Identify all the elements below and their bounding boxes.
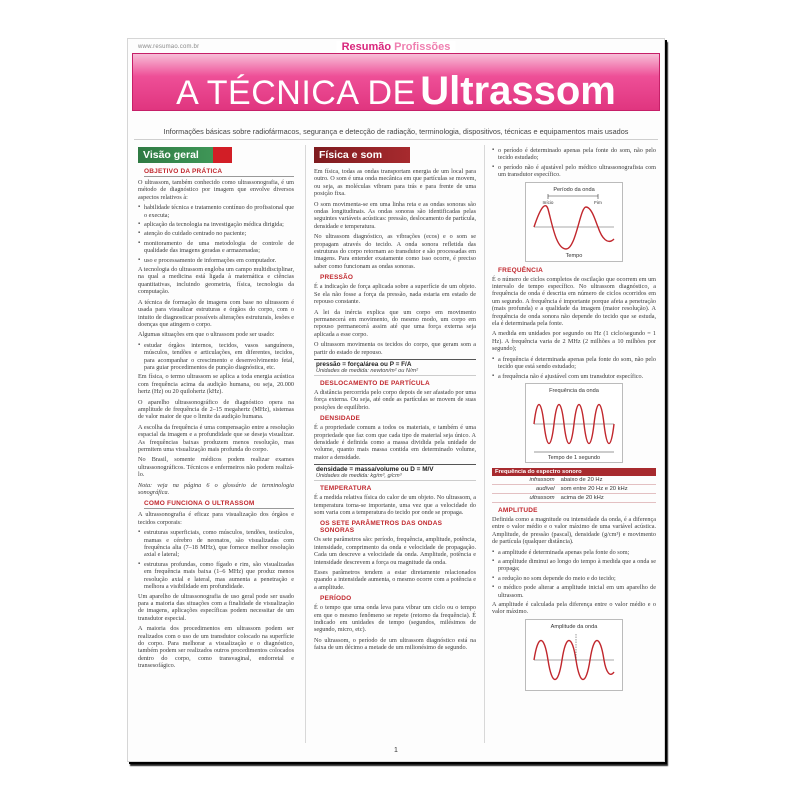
paragraph: A ultrassonografia é eficaz para visualização dos órgãos e tecidos corporais: bbox=[138, 511, 294, 526]
table-row bbox=[492, 484, 656, 493]
bullet-item: ▪ habilidade técnica e tratamento contínuo do profissional que o executa; bbox=[138, 204, 294, 219]
paragraph: No ultrassom, o período de um ultrassom diagnóstico está na faixa de um décimo a metade de um milionésimo de segundo. bbox=[314, 636, 476, 652]
figure-wave-frequency bbox=[525, 383, 623, 463]
paragraph: É a medida relativa física do calor de um objeto. No ultrassom, a temperatura torna-se importante, uma vez que a velocidade do som varia com a temperatura do tecido por onde se propaga. bbox=[314, 494, 476, 516]
page-title bbox=[128, 69, 664, 114]
paragraph: A amplitude é calculada pela diferença entre o valor médio e o valor máximo. bbox=[492, 600, 656, 616]
table-cell-name: ultrassom bbox=[492, 493, 558, 502]
formula-unit: Unidades de medida: newton/m² ou N/m² bbox=[316, 367, 418, 374]
paragraph: O som movimenta-se em uma linha reta e as ondas sonoras são ondas longitudinais. As ondas sonoras são identificadas pelas seguintes variáveis acústicas: pressão, deslocamento de partícula, densidade e temperatura. bbox=[314, 200, 476, 230]
title-main: Ultrassom bbox=[420, 69, 616, 113]
bullet-item: ▪ a frequência não é ajustável com um transdutor específico. bbox=[492, 373, 656, 380]
paragraph: Em física, o termo ultrassom se aplica a toda energia acústica com frequência acima da audição humana, ou seja, 20.000 hertz (Hz) ou 20 quilohertz (kHz). bbox=[138, 373, 294, 396]
paragraph: A técnica de formação de imagens com base no ultrassom é usada para visualizar estruturas e órgãos do corpo, com o intuito de diagnosticar possíveis alterações estruturais, lesões e doenças que atingem o corpo. bbox=[138, 298, 294, 328]
subheading-objective: OBJETIVO DA PRÁTICA bbox=[144, 168, 294, 177]
bullet-item: ▪ a amplitude diminui ao longo do tempo à medida que a onda se propaga; bbox=[492, 558, 656, 573]
table-cell-value: abaixo de 20 Hz bbox=[558, 476, 656, 485]
label-end: Fim bbox=[594, 199, 602, 205]
bullet-item: ▪ a amplitude é determinada apenas pela fonte do som; bbox=[492, 549, 656, 556]
reference-sheet bbox=[127, 38, 665, 762]
bullet-item: ▪ atenção do cuidado centrado no paciente; bbox=[138, 230, 294, 237]
formula-pressure bbox=[314, 359, 476, 376]
subheading-amplitude: AMPLITUDE bbox=[498, 506, 538, 514]
section-heading-physics: Física e som bbox=[314, 147, 410, 163]
bullet-item: ▪ o período não é ajustável pelo médico ultrassonografista com um transdutor específico. bbox=[492, 164, 656, 179]
column-divider bbox=[484, 145, 485, 743]
figure-wave-period bbox=[525, 182, 623, 262]
table-title: Frequência do espectro sonoro bbox=[492, 468, 656, 476]
subheading-density: DENSIDADE bbox=[320, 415, 361, 423]
figure-wave-amplitude bbox=[525, 619, 623, 691]
bullet-item: ▪ o período é determinado apenas pela fonte do som, não pelo tecido estudado; bbox=[492, 147, 656, 162]
bullet-item: ▪ monitoramento de uma metodologia de controle de qualidade das imagens geradas e armazenadas; bbox=[138, 240, 294, 255]
subheading-temperature: TEMPERATURA bbox=[320, 485, 372, 493]
subheading-displacement: DESLOCAMENTO DE PARTÍCULA bbox=[320, 379, 430, 387]
bullet-item: ▪ o médico pode alterar a amplitude inicial em um aparelho de ultrassom. bbox=[492, 584, 656, 599]
paragraph: A distância percorrida pelo corpo depois de ser afastado por uma força externa. Ou seja, até onde as partículas se movem de suas posições de equilíbrio. bbox=[314, 388, 476, 411]
paragraph: No ultrassom diagnóstico, as vibrações (ecos) e o som se propagam através do tecido. A onda sonora refletida das estruturas do corpo retornam ao transdutor e são processadas em imagens. Para entender exatamente como isso ocorre, é preciso saber como funcionam as ondas sonoras. bbox=[314, 233, 476, 270]
glossary-note: Nota: veja na página 6 o glossário de terminologia sonográfica. bbox=[138, 481, 294, 497]
column-physics-continued bbox=[492, 147, 656, 743]
table-cell-value: acima de 20 kHz bbox=[558, 493, 656, 502]
bullet-item: ▪ estruturas profundas, como fígado e rim, são visualizadas em frequência mais baixa (1–6 MHz) que produz menos resolução axial e lateral, mas aumenta a penetração e melhora a visibilidade em profundidade. bbox=[138, 561, 294, 591]
subheading-pressure: PRESSÃO bbox=[320, 274, 354, 282]
table-row bbox=[492, 493, 656, 502]
page-subtitle: Informações básicas sobre radiofármacos, segurança e detecção de radiação, terminologia, dispositivos, técnicas e equipamentos mais usados bbox=[163, 127, 629, 136]
paragraph: A lei da inércia explica que um corpo em movimento permanecerá em movimento, do mesmo modo, um corpo em repouso permanecerá assim até que uma força externa seja aplicada a esse corpo. bbox=[314, 308, 476, 338]
table-cell-value: som entre 20 Hz e 20 kHz bbox=[558, 484, 656, 493]
bullet-item: ▪ a redução no som depende do meio e do tecido; bbox=[492, 575, 656, 582]
paragraph: Os sete parâmetros são: período, frequência, amplitude, potência, intensidade, comprimento da onda e velocidade de propagação. Cada um descreve a velocidade da onda. Amplitude, potência e intensidade descrevem a força ou magnitude da onda. bbox=[314, 536, 476, 566]
paragraph: É o tempo que uma onda leva para vibrar um ciclo ou o tempo em que o mesmo fenômeno se repete (retorno da frequência). É indicado em unidades de tempo (segundos, milésimos de segundo, micro, etc). bbox=[314, 604, 476, 634]
bullet-item: ▪ estruturas superficiais, como músculos, tendões, testículos, mamas e cérebro de neonatos, são visualizadas com frequência alta (7–18 MHz), que fornece melhor resolução axial e lateral; bbox=[138, 529, 294, 559]
subheading-frequency: FREQUÊNCIA bbox=[498, 266, 543, 274]
subheading-how-it-works: COMO FUNCIONA O ULTRASSOM bbox=[144, 500, 294, 509]
paragraph: Algumas situações em que o ultrassom pode ser usado: bbox=[138, 331, 275, 339]
figure-caption: Amplitude da onda bbox=[550, 623, 598, 630]
column-divider bbox=[305, 145, 306, 743]
paragraph: O aparelho ultrassonográfico de diagnóstico opera na amplitude de frequência de 2–15 megahertz (MHz), sistemas de valor maior de que o limite da audição humana. bbox=[138, 398, 294, 421]
paragraph: Esses parâmetros tendem a estar diretamente relacionados quando a intensidade aumenta, o mesmo ocorre com a potência e a amplitude. bbox=[314, 569, 476, 591]
axis-label: Tempo de 1 segundo bbox=[547, 454, 601, 461]
paragraph: Um aparelho de ultrassonografia de uso geral pode ser usado para a maioria das situações com a finalidade de visualização de imagens, aplicações específicas podem necessitar de um transdutor especial. bbox=[138, 592, 294, 622]
wave-curve bbox=[534, 205, 614, 248]
subheading-seven-parameters: OS SETE PARÂMETROS DAS ONDAS SONORAS bbox=[320, 520, 443, 535]
paragraph: É o número de ciclos completos de oscilação que ocorrem em um intervalo de tempo específico. No ultrassom diagnóstico, a frequência de onda é descrita em número de ciclos ocorridos em um segundo. A frequência é importante porque afeta a penetração (mais profunda) e a qualidade da imagem (maior resolução). A frequência de onda sonora não depende do tecido que se estuda, ela é determinada pela fonte. bbox=[492, 275, 656, 328]
formula-text: pressão = força/área ou P = F/A bbox=[316, 360, 412, 368]
paragraph: No Brasil, somente médicos podem realizar exames ultrassonográficos. Técnicos e enfermeiros não podem realizá-lo. bbox=[138, 456, 294, 479]
axis-label: Tempo bbox=[565, 252, 583, 259]
table-row bbox=[492, 476, 656, 485]
subheading-period: PERÍODO bbox=[320, 595, 352, 603]
page-number: 1 bbox=[394, 747, 398, 754]
title-prefix: A TÉCNICA DE bbox=[176, 74, 416, 112]
table-cell-name: infrassom bbox=[492, 476, 558, 485]
paragraph: O ultrassom, também conhecido como ultrassonografia, é um método de diagnóstico por imagem que envolve diversos aspectos relativos à: bbox=[138, 179, 294, 201]
table-cell-name: audível bbox=[492, 484, 558, 493]
paragraph: A maioria dos procedimentos em ultrassom podem ser realizados com o uso de um transdutor colocado na superfície do corpo. Para melhorar a visualização e o diagnóstico, também podem ser realizados outros procedimentos colocados dentro do corpo, como transvaginal, endorretal e transesofágico. bbox=[138, 625, 294, 670]
paragraph: A escolha da frequência é uma compensação entre a resolução espacial da imagem e a profundidade que se deseja visualizar. As frequências baixas produzem menos resolução, mas permitem uma visualização mais profunda do corpo. bbox=[138, 423, 294, 453]
label-start: Início bbox=[542, 199, 554, 205]
bullet-item: ▪ uso e processamento de informações em computador. bbox=[138, 257, 294, 264]
column-overview bbox=[138, 147, 294, 743]
brand-logo bbox=[337, 41, 456, 53]
paragraph: O ultrassom movimenta os tecidos do corpo, que geram som a partir do estado de repouso. bbox=[314, 341, 476, 356]
paragraph: A medida em unidades por segundo ou Hz (1 ciclo/segundo = 1 Hz). A frequência varia de 2 MHz (2 milhões a 10 milhões por segundo); bbox=[492, 330, 656, 353]
bullet-item: ▪ aplicação da tecnologia na investigação médica dirigida; bbox=[138, 221, 294, 228]
formula-unit: Unidades de medida: kg/m³, g/cm³ bbox=[316, 473, 402, 480]
bullet-item: ▪ a frequência é determinada apenas pela fonte do som, não pelo tecido que está sendo estudado; bbox=[492, 356, 656, 371]
paragraph: É a propriedade comum a todos os materiais, e também é uma propriedade que faz com que cada tipo de material seja único. A densidade é definida como a massa dividida pela unidade de volume, quanto mais massa contida em determinado volume, maior a densidade. bbox=[314, 424, 476, 461]
column-physics bbox=[314, 147, 476, 743]
section-heading-overview: Visão geral bbox=[138, 147, 232, 163]
paragraph: Definida como a magnitude ou intensidade da onda, é a diferença entre o valor médio e o valor máximo de uma variável acústica. Amplitude, de pressão (pascal), densidade (g/cm³) e movimento de partícula (qualquer distância). bbox=[492, 515, 656, 546]
paragraph: A tecnologia do ultrassom engloba um campo multidisciplinar, na qual a medicina está ligada à matemática e ciências quantitativas, incluindo geometria, física, tecnologia da computação. bbox=[138, 266, 294, 296]
brand-series: Profissões bbox=[394, 41, 451, 53]
figure-caption: Frequência da onda bbox=[549, 387, 599, 394]
formula-text: densidade = massa/volume ou D = M/V bbox=[316, 466, 434, 474]
formula-density bbox=[314, 464, 476, 481]
brand-name: Resumão bbox=[341, 41, 392, 53]
paragraph: É a indicação de força aplicada sobre a superfície de um objeto. Se ela não fosse a força da pressão, nada estaria em estado de repouso constante. bbox=[314, 283, 476, 306]
header-rule bbox=[134, 139, 658, 140]
site-url: www.resumao.com.br bbox=[138, 44, 200, 50]
figure-caption: Período da onda bbox=[553, 186, 595, 193]
sound-spectrum-table bbox=[492, 468, 656, 503]
paragraph: Em física, todas as ondas transportam energia de um local para outro. O som é uma onda mecânica em que partículas se movem, ou seja, as moléculas vibram para trás e para frente de uma posição fixa. bbox=[314, 168, 476, 198]
bullet-item: ▪ estudar órgãos internos, tecidos, vasos sanguíneos, músculos, tendões e articulações, em diferentes, tecidos, para acompanhar o crescimento e desenvolvimento fetal, para guiar procedimentos de punção diagnóstica, etc. bbox=[138, 342, 294, 372]
